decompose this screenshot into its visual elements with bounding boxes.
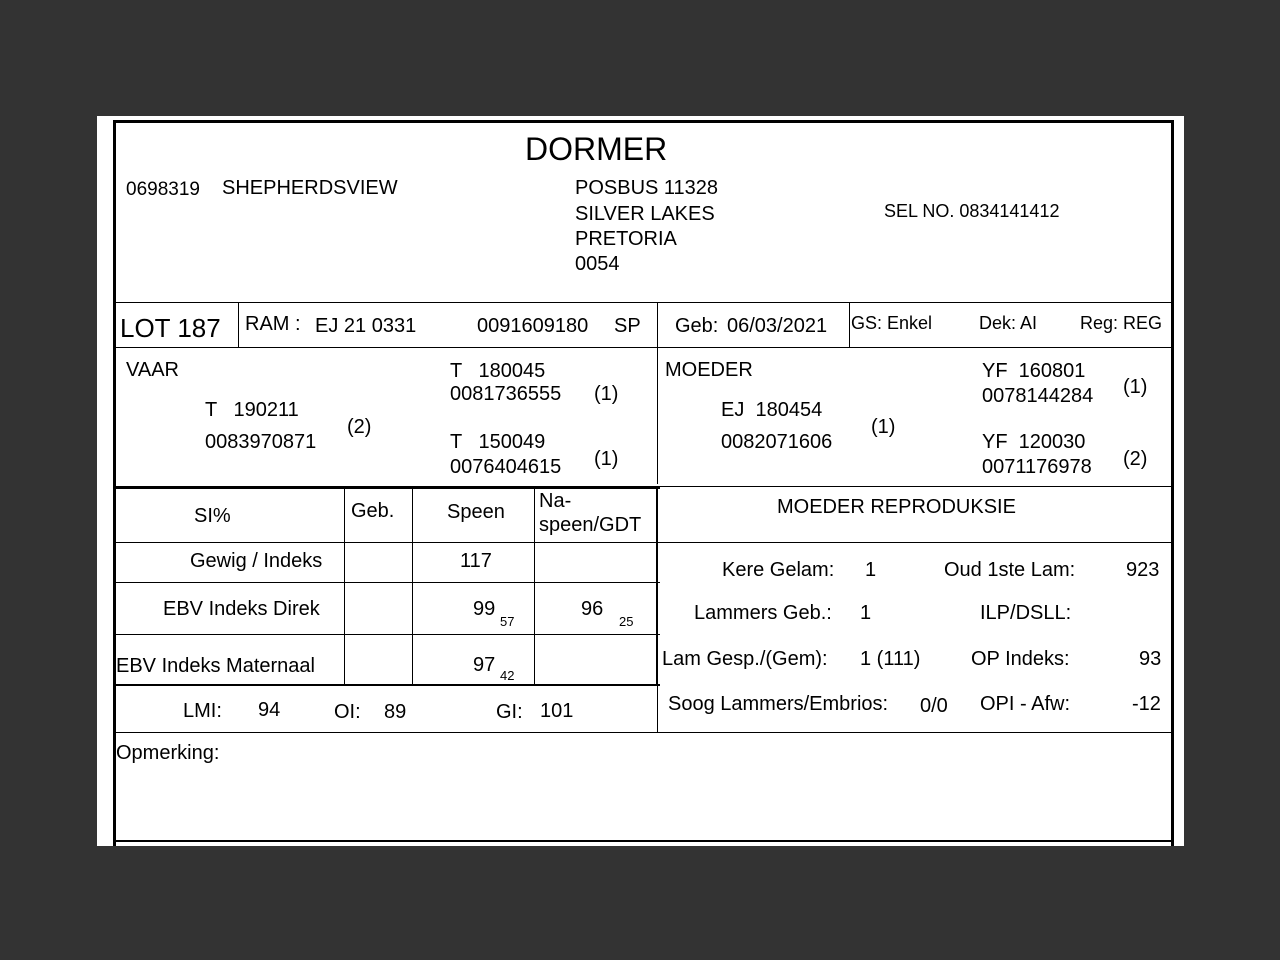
- born-date: 06/03/2021: [727, 315, 828, 337]
- divider: [116, 582, 660, 583]
- reg-info: Reg: REG: [1080, 313, 1163, 333]
- dam-sire-mark: (1): [1123, 376, 1148, 398]
- opi-value: -12: [1132, 693, 1161, 715]
- dam-number: 0082071606: [721, 431, 833, 453]
- lammers-geb-value: 1: [860, 602, 872, 624]
- op-indeks-label: OP Indeks:: [971, 648, 1070, 670]
- lammers-geb-label: Lammers Geb.:: [694, 602, 832, 624]
- sire-number: 0083970871: [205, 431, 317, 453]
- born-label: Geb:: [675, 315, 719, 337]
- sire-mark: (2): [347, 416, 372, 438]
- speen-header: Speen: [447, 501, 505, 523]
- ebv-direk-speen-accuracy: 57: [500, 614, 515, 629]
- opi-label: OPI - Afw:: [980, 693, 1071, 715]
- divider: [116, 347, 1171, 348]
- reproduction-title: MOEDER REPRODUKSIE: [777, 496, 1016, 518]
- phone-number: SEL NO. 0834141412: [884, 201, 1060, 221]
- dam-label: MOEDER: [665, 359, 753, 381]
- dam-id: EJ 180454: [721, 399, 823, 421]
- sale-card-sheet: [97, 116, 1184, 846]
- lam-gesp-label: Lam Gesp./(Gem):: [662, 648, 828, 670]
- oud-label: Oud 1ste Lam:: [944, 559, 1076, 581]
- remarks-label: Opmerking:: [116, 742, 220, 764]
- divider: [116, 634, 660, 635]
- soog-label: Soog Lammers/Embrios:: [668, 693, 889, 715]
- sire-dam-number: 0076404615: [450, 456, 562, 478]
- dam-sire-number: 0078144284: [982, 385, 1094, 407]
- ebv-maternaal-speen-value: 97: [473, 654, 496, 676]
- card-bottom-border: [113, 840, 1174, 842]
- ebv-direk-naspeen-accuracy: 25: [619, 614, 634, 629]
- sire-sire-id: T 180045: [450, 360, 546, 382]
- address-line-1: POSBUS 11328: [575, 177, 719, 199]
- ilp-label: ILP/DSLL:: [980, 602, 1072, 624]
- si-header: SI%: [194, 505, 231, 527]
- row-label-ebv-direk: EBV Indeks Direk: [163, 598, 320, 620]
- sire-sire-number: 0081736555: [450, 383, 562, 405]
- row-label-ebv-maternaal: EBV Indeks Maternaal: [116, 655, 315, 677]
- lot-number: LOT 187: [120, 313, 221, 343]
- sire-label: VAAR: [126, 359, 179, 381]
- gi-label: GI:: [496, 701, 523, 723]
- sire-dam-id: T 150049: [450, 431, 546, 453]
- sire-sire-mark: (1): [594, 383, 619, 405]
- ebv-direk-speen-value: 99: [473, 598, 496, 620]
- divider: [238, 302, 239, 347]
- row-label-gewig: Gewig / Indeks: [190, 550, 323, 572]
- oi-label: OI:: [334, 701, 361, 723]
- divider: [116, 684, 660, 686]
- gs-info: GS: Enkel: [851, 313, 933, 333]
- ram-reg-number: 0091609180: [477, 315, 589, 337]
- lmi-label: LMI:: [183, 700, 222, 722]
- sire-id: T 190211: [205, 399, 299, 421]
- divider: [656, 486, 658, 686]
- kere-gelam-label: Kere Gelam:: [722, 559, 835, 581]
- dam-dam-number: 0071176978: [982, 456, 1092, 478]
- divider: [849, 302, 850, 347]
- ebv-maternaal-speen-accuracy: 42: [500, 668, 515, 683]
- gewig-speen-value: 117: [460, 550, 492, 572]
- divider: [534, 488, 535, 685]
- address-line-4: 0054: [575, 253, 620, 275]
- ebv-direk-naspeen-value: 96: [581, 598, 604, 620]
- oi-value: 89: [384, 701, 407, 723]
- dam-mark: (1): [871, 416, 896, 438]
- gi-value: 101: [540, 700, 574, 722]
- divider: [344, 488, 345, 685]
- naspeen-header: Na- speen/GDT: [539, 490, 642, 536]
- kere-gelam-value: 1: [865, 559, 877, 581]
- breed-title: DORMER: [525, 131, 668, 167]
- lmi-value: 94: [258, 699, 281, 721]
- geb-header: Geb.: [351, 500, 395, 522]
- ram-label: RAM :: [245, 313, 301, 335]
- dam-dam-id: YF 120030: [982, 431, 1086, 453]
- divider: [657, 686, 658, 732]
- op-indeks-value: 93: [1139, 648, 1162, 670]
- breeder-name: SHEPHERDSVIEW: [222, 177, 398, 199]
- dam-dam-mark: (2): [1123, 448, 1148, 470]
- divider: [657, 302, 658, 484]
- dek-info: Dek: AI: [979, 313, 1038, 333]
- divider: [116, 542, 1171, 543]
- sire-dam-mark: (1): [594, 448, 619, 470]
- ram-grade: SP: [614, 315, 641, 337]
- breeder-number: 0698319: [126, 179, 200, 200]
- address-line-3: PRETORIA: [575, 228, 677, 250]
- lot-card: [113, 120, 1174, 846]
- oud-value: 923: [1126, 559, 1160, 581]
- divider: [412, 488, 413, 685]
- address-line-2: SILVER LAKES: [575, 203, 715, 225]
- soog-value: 0/0: [920, 695, 948, 717]
- lam-gesp-value: 1 (111): [860, 648, 921, 670]
- ram-id: EJ 21 0331: [315, 315, 417, 337]
- divider: [116, 302, 1171, 303]
- divider: [116, 732, 1171, 733]
- dam-sire-id: YF 160801: [982, 360, 1086, 382]
